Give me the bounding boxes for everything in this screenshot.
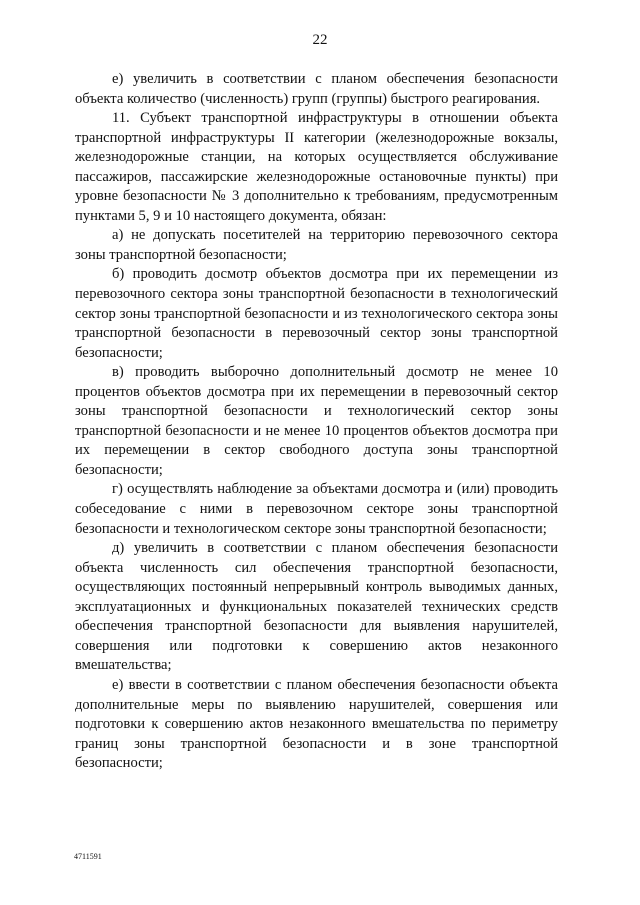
- paragraph-item-a: а) не допускать посетителей на территорию перевозочного сектора зоны транспортной безопасности;: [75, 227, 558, 263]
- page-number: 22: [312, 32, 328, 48]
- paragraph-item-b: б) проводить досмотр объектов досмотра при их перемещении из перевозочного сектора зоны транспортной безопасности в технологический сектор зоны транспортной безопасности и из технологического сектора зоны транспортной безопасности в перевозочный сектор зоны транспортной безопасности;: [75, 266, 558, 361]
- document-code: 4711591: [74, 852, 102, 861]
- paragraph-item-e: е) ввести в соответствии с планом обеспечения безопасности объекта дополнительные меры по выявлению нарушителей, совершения или подготовки к совершению актов незаконного вмешательства по периметру границ зоны транспортной безопасности и в зоне транспортной безопасности;: [75, 676, 558, 772]
- paragraph-item-e-group: е) увеличить в соответствии с планом обеспечения безопасности объекта количество (численность) групп (группы) быстрого реагирования.: [75, 71, 558, 107]
- paragraph-item-g: г) осуществлять наблюдение за объектами досмотра и (или) проводить собеседование с ними в перевозочном секторе зоны транспортной безопасности и технологическом секторе зоны транспортной безопасности;: [75, 481, 558, 537]
- paragraph-item-v: в) проводить выборочно дополнительный досмотр не менее 10 процентов объектов досмотра при их перемещении в перевозочный сектор зоны транспортной безопасности и технологический сектор зоны транспортной безопасности и не менее 10 процентов объектов досмотра при их перемещении в сектор свободного доступа зоны транспортной безопасности;: [75, 364, 558, 478]
- paragraph-item-d: д) увеличить в соответствии с планом обеспечения безопасности объекта численность сил обеспечения транспортной безопасности, осуществляющих постоянный непрерывный контроль выводимых данных, эксплуатационных и функциональных показателей технических средств обеспечения транспортной безопасности для выявления нарушителей, совершения или подготовки к совершению актов незаконного вмешательства;: [75, 540, 558, 674]
- paragraph-clause-11: 11. Субъект транспортной инфраструктуры в отношении объекта транспортной инфраструктуры II категории (железнодорожные вокзалы, железнодорожные станции, на которых осуществляется обслуживание пассажиров, пассажирские железнодорожные остановочные пункты) при уровне безопасности № 3 дополнительно к требованиям, предусмотренным пунктами 5, 9 и 10 настоящего документа, обязан:: [75, 110, 558, 224]
- document-body: [75, 70, 558, 774]
